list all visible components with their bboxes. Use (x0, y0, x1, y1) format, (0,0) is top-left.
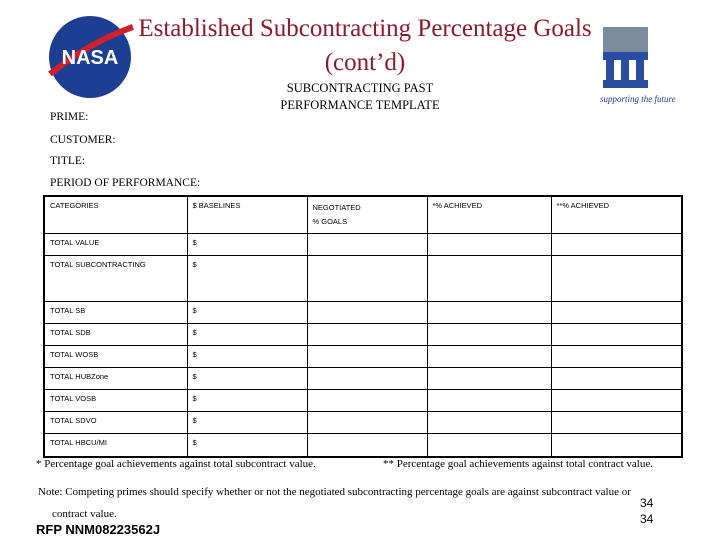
goal-cell (307, 302, 427, 324)
category-cell: TOTAL VOSB (44, 390, 187, 412)
achieved-cell (427, 234, 551, 256)
header-cell: CATEGORIES (44, 196, 187, 234)
achieved-contract-cell (551, 256, 682, 302)
customer-label: CUSTOMER: (50, 134, 116, 146)
category-cell: TOTAL SB (44, 302, 187, 324)
category-cell: TOTAL SUBCONTRACTING (44, 256, 187, 302)
achieved-cell (427, 324, 551, 346)
table-row (44, 324, 682, 346)
achieved-contract-cell (551, 434, 682, 457)
svg-text:NASA: NASA (61, 47, 119, 69)
table-row (44, 346, 682, 368)
rfp-number: RFP NNM08223562J (36, 522, 161, 537)
achieved-contract-cell (551, 324, 682, 346)
goal-cell (307, 234, 427, 256)
achieved-cell (427, 368, 551, 390)
achieved-cell (427, 434, 551, 457)
category-cell: TOTAL SDVO (44, 412, 187, 434)
goal-cell (307, 368, 427, 390)
page-number: 34 34 (640, 496, 654, 526)
table-row (44, 390, 682, 412)
baseline-cell: $ (187, 256, 307, 302)
goal-cell (307, 434, 427, 457)
table-header-row (44, 196, 682, 234)
header-cell: NEGOTIATED % GOALS (307, 196, 427, 234)
header-cell: $ BASELINES (187, 196, 307, 234)
nasa-logo (45, 12, 135, 102)
category-cell: TOTAL HBCU/MI (44, 434, 187, 457)
baseline-cell: $ (187, 346, 307, 368)
category-cell: TOTAL WOSB (44, 346, 187, 368)
title-label: TITLE: (50, 155, 86, 167)
footnote-1: * Percentage goal achievements against total subcontract value. (36, 458, 316, 470)
slide-title: Established Subcontracting Percentage Goals (cont’d) (138, 15, 592, 76)
category-cell: TOTAL VALUE (44, 234, 187, 256)
achieved-contract-cell (551, 368, 682, 390)
achieved-cell (427, 302, 551, 324)
svg-text:supporting the future: supporting the future (600, 94, 676, 104)
marshall-logo (598, 22, 678, 107)
baseline-cell: $ (187, 368, 307, 390)
goal-cell (307, 390, 427, 412)
achieved-contract-cell (551, 390, 682, 412)
achieved-cell (427, 256, 551, 302)
footnote-2: ** Percentage goal achievements against total contract value. (383, 458, 653, 470)
table-row (44, 256, 682, 302)
table-row (44, 412, 682, 434)
note: Note: Competing primes should specify whether or not the negotiated subcontracting percentage goals are against subcontract value or contract value. (38, 486, 631, 520)
prime-label: PRIME: (50, 111, 89, 123)
category-cell: TOTAL SDB (44, 324, 187, 346)
achieved-contract-cell (551, 302, 682, 324)
header-cell: **% ACHIEVED (551, 196, 682, 234)
category-cell: TOTAL HUBZone (44, 368, 187, 390)
template-subtitle: SUBCONTRACTING PAST PERFORMANCE TEMPLATE (280, 81, 440, 112)
achieved-contract-cell (551, 412, 682, 434)
achieved-contract-cell (551, 346, 682, 368)
baseline-cell: $ (187, 324, 307, 346)
table-row (44, 302, 682, 324)
baseline-cell: $ (187, 434, 307, 457)
period-label: PERIOD OF PERFORMANCE: (50, 177, 201, 189)
baseline-cell: $ (187, 302, 307, 324)
baseline-cell: $ (187, 390, 307, 412)
goal-cell (307, 256, 427, 302)
goal-cell (307, 346, 427, 368)
goal-cell (307, 324, 427, 346)
goals-table (43, 195, 683, 458)
baseline-cell: $ (187, 234, 307, 256)
table-row (44, 368, 682, 390)
achieved-cell (427, 390, 551, 412)
achieved-cell (427, 412, 551, 434)
achieved-contract-cell (551, 234, 682, 256)
table-row (44, 234, 682, 256)
goal-cell (307, 412, 427, 434)
header-cell: *% ACHIEVED (427, 196, 551, 234)
table-row (44, 434, 682, 457)
achieved-cell (427, 346, 551, 368)
baseline-cell: $ (187, 412, 307, 434)
